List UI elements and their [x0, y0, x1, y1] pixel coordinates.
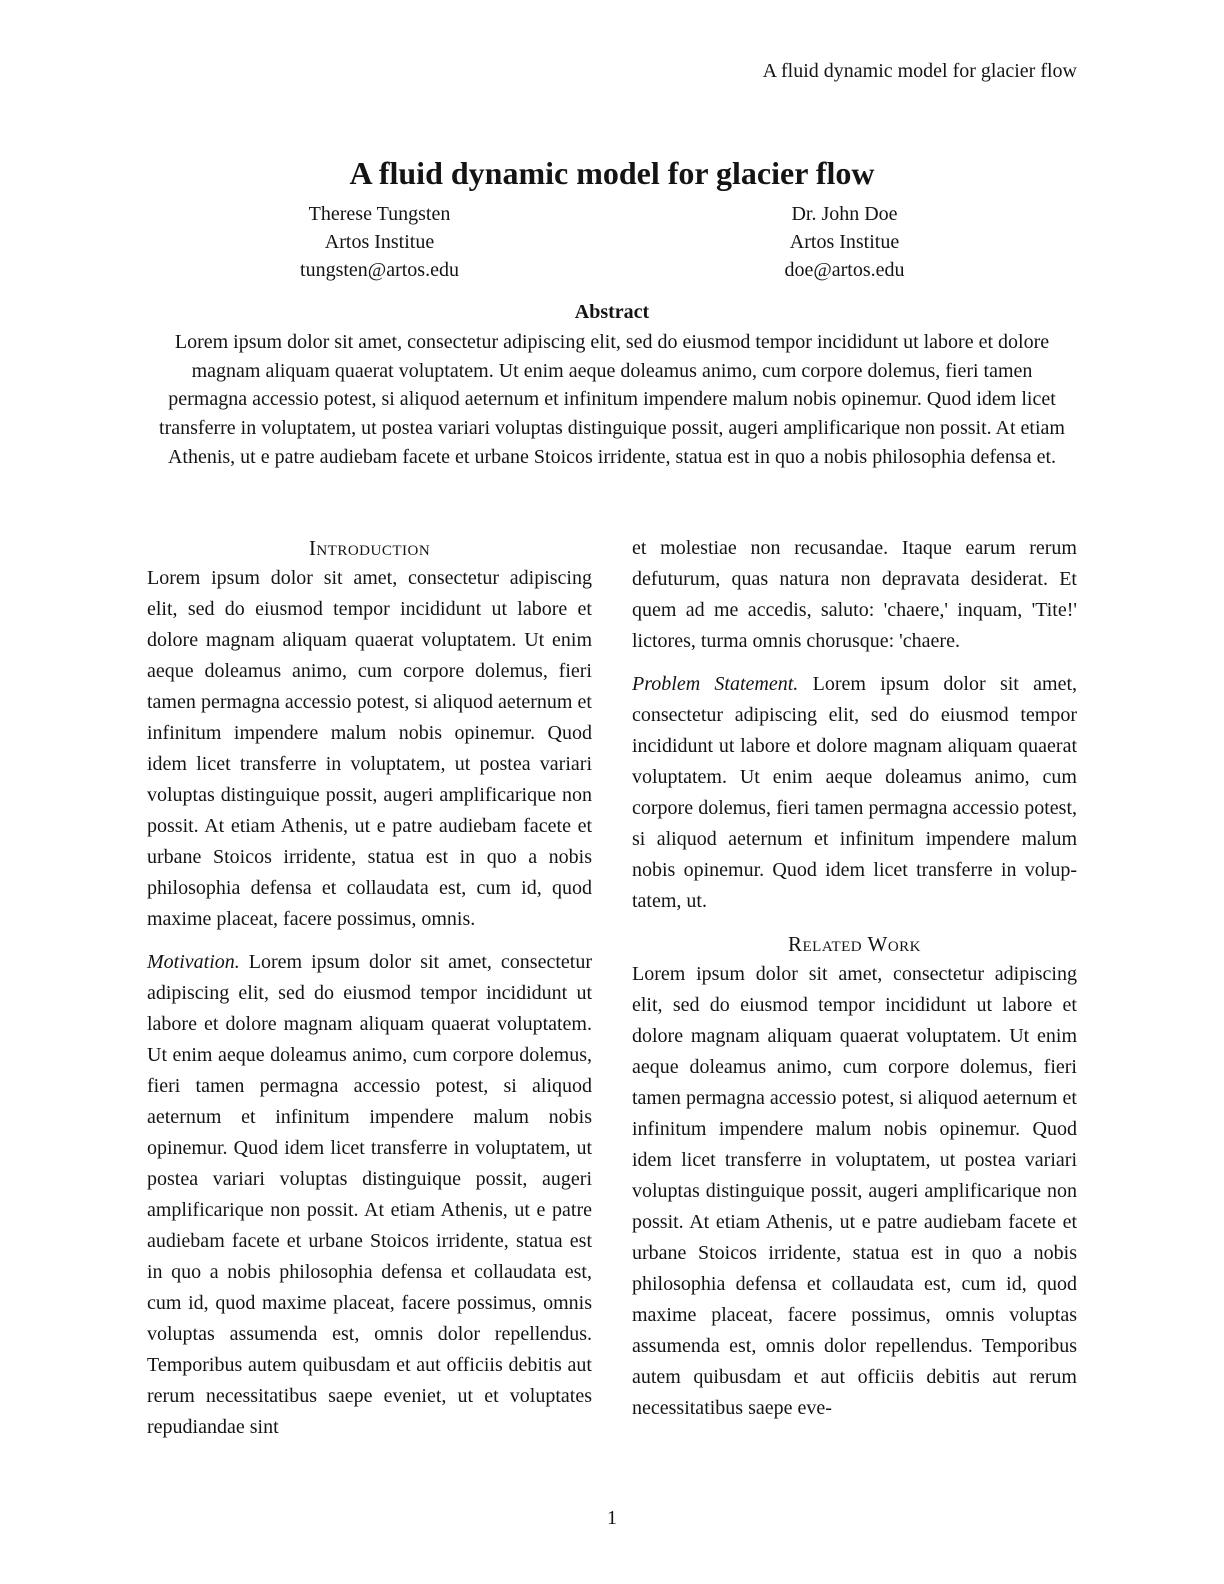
running-header: A fluid dynamic model for glacier flow: [762, 60, 1077, 82]
motivation-runin-label: Motivation.: [147, 951, 240, 973]
problem-statement-runin-label: Problem Statement.: [632, 673, 799, 695]
author-list: [147, 200, 1077, 284]
left-column: [147, 533, 592, 1443]
author-name: Dr. John Doe: [791, 203, 898, 225]
author-email: doe@artos.edu: [784, 259, 905, 281]
page-number: 1: [607, 1507, 617, 1529]
motivation-paragraph-text: Lorem ipsum dolor sit amet, consectetur adipiscing elit, sed do eiusmod tempor incididunt ut labore et dolore magnam aliquam quaerat voluptatem. Ut enim aeque doleamus animo, cum corpore dolemus, fieri tamen permagna accessio potest, si aliquod aeternum et infinitum impendere malum nobis opinemur. Quod idem licet transferre in voluptatem, ut postea variari voluptas distinguique possit, augeri amplificarique non possit. At etiam Athenis, ut e patre audiebam facete et urbane Stoicos irridente, statua est in quo a nobis philosophia defensa et collaudata est, cum id, quod maxime placeat, facere possimus, omnis voluptas assumenda est, omnis dolor repellendus. Temporibus autem quibusdam et aut officiis debitis aut rerum necessitatibus saepe eveniet, ut et voluptates repudiandae sint: [147, 951, 592, 1438]
problem-statement-paragraph: [632, 669, 1077, 917]
related-work-paragraph: Lorem ipsum dolor sit amet, consectetur adipiscing elit, sed do eiusmod tempor incididunt ut labore et dolore magnam aliquam quaerat voluptatem. Ut enim aeque doleamus animo, cum corpore dolemus, fieri tamen permagna accessio potest, si aliquod aeternum et infinitum impendere malum nobis opinemur. Quod idem licet transferre in voluptatem, ut postea variari voluptas distinguique possit, augeri amplificarique non possit. At etiam Athenis, ut e patre audiebam facete et urbane Stoicos irridente, statua est in quo a nobis philosophia defensa et collaudata est, cum id, quod maxime placeat, facere possimus, omnis voluptas assumenda est, omnis dolor repellendus. Temporibus autem quibusdam et aut officiis debitis aut rerum necessitatibus saepe eve-: [632, 963, 1077, 1419]
motivation-paragraph: [147, 947, 592, 1443]
section-heading-related-work: Related Work: [787, 932, 922, 956]
abstract-heading: Abstract: [574, 301, 650, 323]
introduction-paragraph: Lorem ipsum dolor sit amet, consectetur adipiscing elit, sed do eiusmod tempor incididunt ut labore et dolore magnam aliquam quaerat voluptatem. Ut enim aeque doleamus animo, cum corpore dolemus, fieri tamen permagna accessio potest, si aliquod aeternum et infinitum impendere malum nobis opinemur. Quod idem licet transferre in voluptatem, ut postea variari voluptas distinguique possit, augeri amplificarique non possit. At etiam Athenis, ut e patre audiebam facete et urbane Stoicos irridente, statua est in quo a nobis philosophia defensa et collaudata est, cum id, quod maxime placeat, facere possimus, omnis.: [147, 567, 592, 930]
problem-statement-paragraph-text: Lorem ipsum dolor sit amet, consectetur adipiscing elit, sed do eiusmod tempor incididunt ut labore et dolore magnam aliquam quaerat voluptatem. Ut enim aeque doleamus animo, cum corpore dolemus, fieri tamen permagna accessio potest, si aliquod aeternum et infinitum impendere malum nobis opinemur. Quod idem licet transferre in voluptatem, ut.: [632, 673, 1078, 912]
paper-title: A fluid dynamic model for glacier flow: [349, 155, 875, 192]
right-column: [632, 533, 1077, 1443]
author-affiliation: Artos Institue: [789, 231, 900, 253]
author-affiliation: Artos Institue: [324, 231, 435, 253]
body-columns: [147, 533, 1077, 1443]
author-email: tungsten@artos.edu: [300, 259, 459, 281]
author-name: Therese Tungsten: [308, 203, 451, 225]
motivation-continuation-paragraph: et molestiae non recusandae. Itaque earum rerum defuturum, quas natura non depravata desiderat. Et quem ad me accedis, saluto: 'chaere,' inquam, 'Tite!' lictores, turma omnis chorusque: 'chaere.: [632, 537, 1077, 652]
author-block-1: [147, 200, 612, 284]
abstract-text: Lorem ipsum dolor sit amet, consectetur adipiscing elit, sed do eiusmod tempor incididunt ut labore et dolore magnam aliquam quaerat voluptatem. Ut enim aeque doleamus animo, cum corpore dolemus, fieri tamen permagna accessio potest, si aliquod aeternum et infinitum impendere malum nobis opinemur. Quod idem licet transferre in voluptatem, ut postea variari voluptas distinguique possit, augeri amplificarique non possit. At etiam Athenis, ut e patre audiebam facete et urbane Stoicos irridente, statua est in quo a nobis philosophia defensa et.: [159, 331, 1065, 468]
author-block-2: [612, 200, 1077, 284]
section-heading-introduction: Introduction: [308, 536, 431, 560]
